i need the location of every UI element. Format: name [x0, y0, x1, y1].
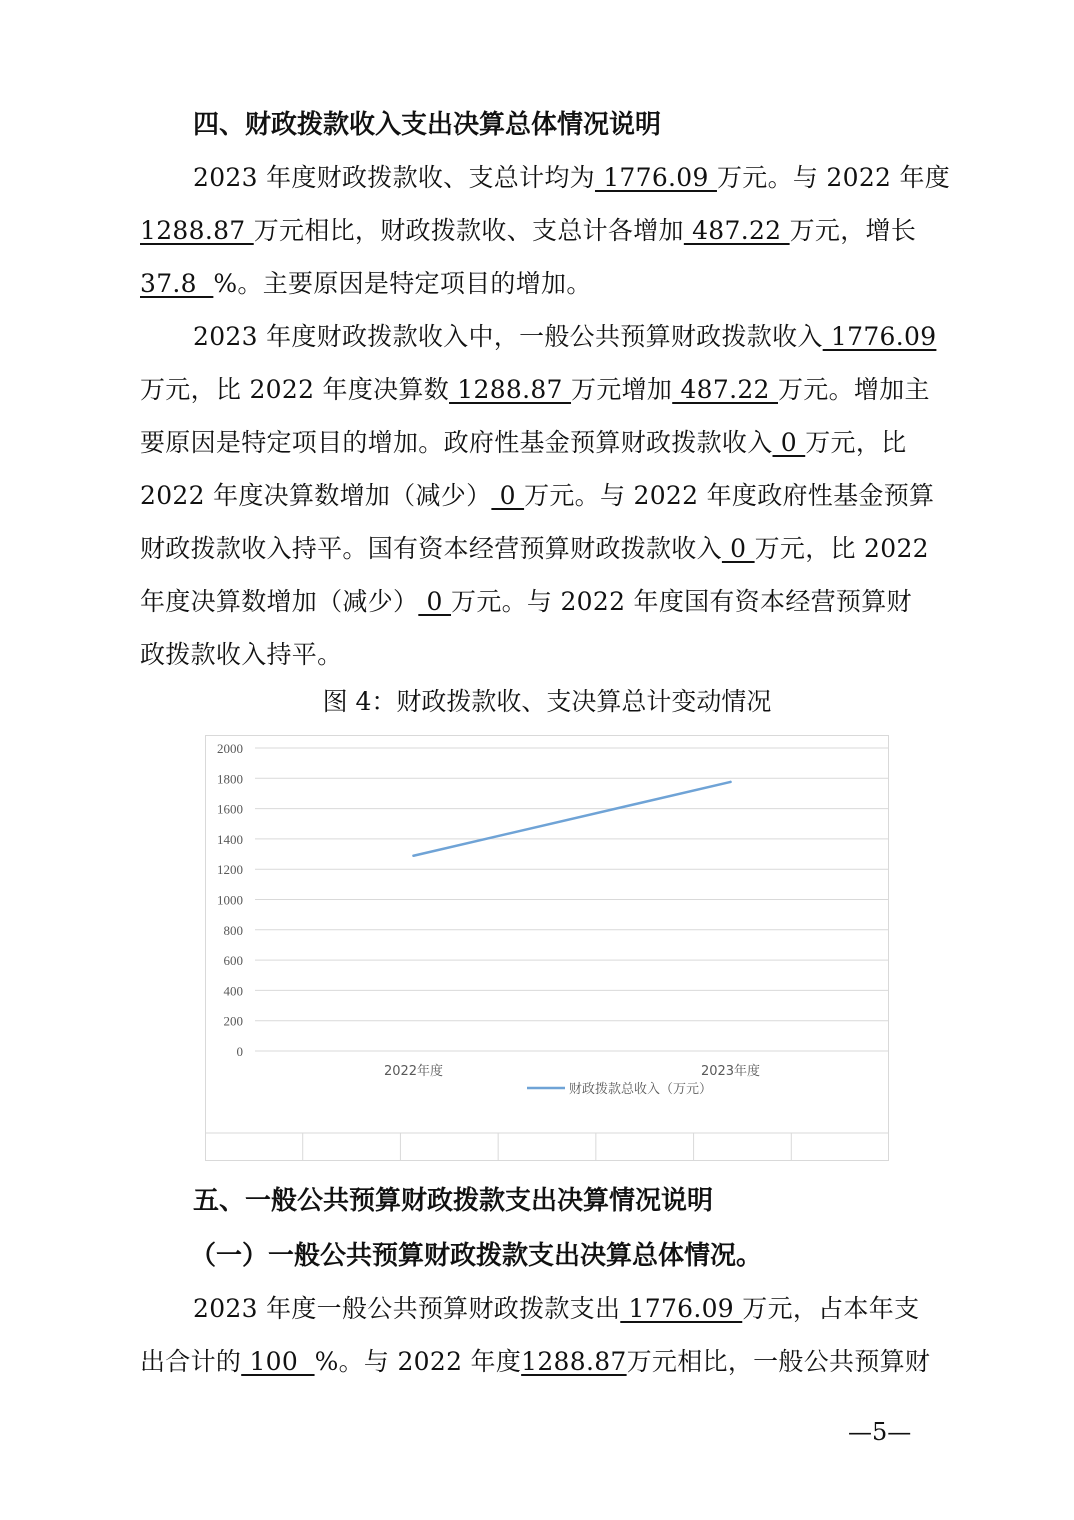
section-5-line-2: 出合计的 100 %。与 2022 年度1288.87万元相比，一般公共预算财 [140, 1347, 931, 1376]
y-tick-label: 1200 [217, 862, 243, 878]
y-tick-label: 400 [223, 983, 243, 999]
legend-label: 财政拨款总收入（万元） [569, 1082, 713, 1097]
y-tick-label: 1800 [217, 771, 243, 787]
y-tick-label: 1400 [217, 831, 243, 847]
y-tick-label: 1600 [217, 801, 243, 817]
y-tick-label: 1000 [217, 892, 243, 908]
paragraph-1-line-3: 37.8 %。主要原因是特定项目的增加。 [140, 269, 592, 298]
paragraph-1-line-2: 1288.87 万元相比，财政拨款收、支总计各增加 487.22 万元，增长 [140, 216, 917, 245]
y-tick-label: 800 [223, 922, 243, 938]
paragraph-2-line-1: 2023 年度财政拨款收入中，一般公共预算财政拨款收入 1776.09 [193, 322, 937, 351]
page-number: —5— [848, 1418, 912, 1446]
data-point [412, 855, 414, 857]
y-tick-label: 2000 [217, 741, 243, 756]
line-chart [205, 735, 889, 1161]
section-4-heading: 四、财政拨款收入支出决算总体情况说明 [193, 110, 662, 140]
figure-caption: 图 4：财政拨款收、支决算总计变动情况 [322, 687, 772, 716]
section-5-heading: 五、一般公共预算财政拨款支出决算情况说明 [193, 1186, 714, 1216]
paragraph-2-line-4: 2022 年度决算数增加（减少） 0 万元。与 2022 年度政府性基金预算 [140, 481, 935, 510]
paragraph-2-line-7: 政拨款收入持平。 [140, 640, 343, 669]
paragraph-2-line-3: 要原因是特定项目的增加。政府性基金预算财政拨款收入 0 万元，比 [140, 428, 907, 457]
x-tick-label: 2022年度 [383, 1064, 444, 1079]
y-tick-label: 0 [236, 1044, 243, 1059]
section-5-line-1: 2023 年度一般公共预算财政拨款支出 1776.09 万元，占本年支 [193, 1294, 920, 1323]
chart-frame [206, 736, 889, 1161]
data-point [729, 781, 731, 783]
y-tick-label: 200 [223, 1013, 243, 1029]
paragraph-2-line-5: 财政拨款收入持平。国有资本经营预算财政拨款收入 0 万元，比 2022 [140, 534, 929, 563]
y-tick-label: 600 [223, 953, 243, 969]
paragraph-2-line-6: 年度决算数增加（减少） 0 万元。与 2022 年度国有资本经营预算财 [140, 587, 912, 616]
x-tick-label: 2023年度 [700, 1064, 761, 1079]
paragraph-1-line-1: 2023 年度财政拨款收、支总计均为 1776.09 万元。与 2022 年度 [193, 163, 951, 192]
paragraph-2-line-2: 万元，比 2022 年度决算数 1288.87 万元增加 487.22 万元。增加主 [140, 375, 930, 404]
section-5-subheading: （一）一般公共预算财政拨款支出决算总体情况。 [190, 1241, 763, 1271]
